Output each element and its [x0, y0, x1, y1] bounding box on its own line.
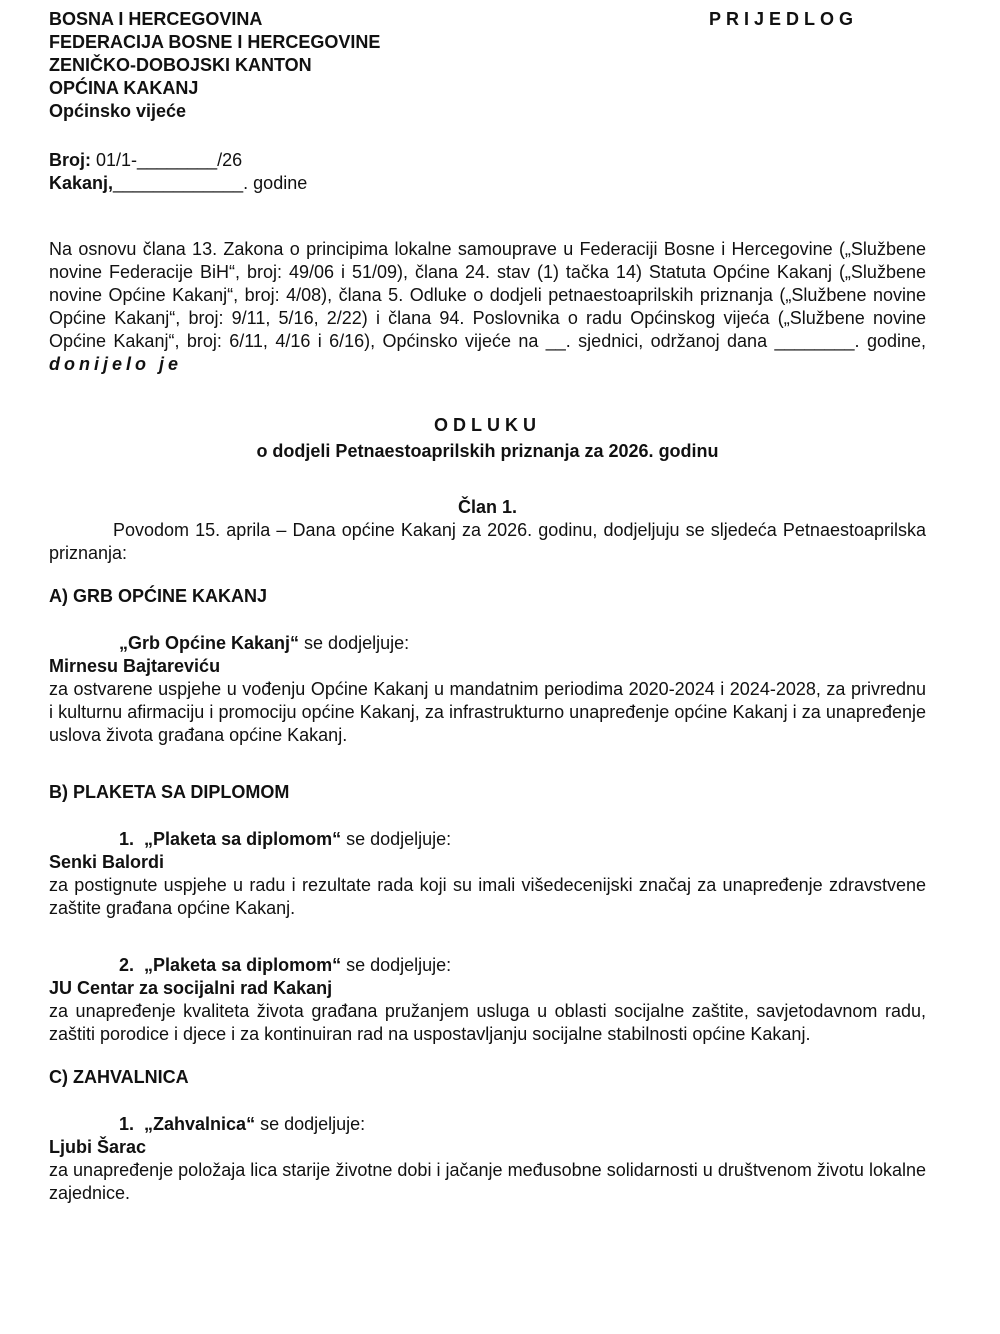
award-intro — [49, 828, 926, 851]
award-title: „Grb Općine Kakanj“ — [119, 633, 300, 653]
kakanj-value: _____________. godine — [113, 173, 308, 193]
section-c-heading: C) ZAHVALNICA — [49, 1067, 189, 1087]
header-country: BOSNA I HERCEGOVINA — [49, 9, 263, 29]
decision-title: ODLUKU — [434, 415, 541, 435]
award-number: 2. — [119, 955, 135, 975]
header-federation: FEDERACIJA BOSNE I HERCEGOVINE — [49, 32, 381, 52]
award-suffix: se dodjeljuje: — [299, 633, 410, 653]
award-number: 1. — [119, 1114, 135, 1134]
broj-value: 01/1-________/26 — [91, 150, 243, 170]
award-intro — [49, 954, 926, 977]
decision-subtitle: o dodjeli Petnaestoaprilskih priznanja za 2026. godinu — [256, 441, 719, 461]
award-reason: za unapređenje kvaliteta života građana pružanjem usluga u oblasti socijalne zaštite, savjetodavnom radu, zaštiti porodice i djece i za kontinuiran rad na uspostavljanju socijalne stabilnosti općine Kakanj. — [49, 1001, 926, 1044]
section-b-heading: B) PLAKETA SA DIPLOMOM — [49, 782, 290, 802]
award-b2 — [49, 954, 926, 1046]
article-text: Povodom 15. aprila – Dana općine Kakanj za 2026. godinu, dodjeljuju se sljedeća Petnaestoaprilska priznanja: — [49, 520, 926, 563]
header-canton: ZENIČKO-DOBOJSKI KANTON — [49, 55, 312, 75]
award-intro — [49, 1113, 926, 1136]
award-title: „Plaketa sa diplomom“ — [144, 955, 342, 975]
award-recipient: Senki Balordi — [49, 852, 165, 872]
kakanj-line — [49, 172, 926, 195]
award-reason: za ostvarene uspjehe u vođenju Općine Kakanj u mandatnim periodima 2020-2024 i 2024-2028, za privrednu i kulturnu afirmaciju i promociju općine Kakanj, za infrastrukturno unapređenje općine Kakanj i za unapređenje uslova života građana općine Kakanj. — [49, 679, 926, 745]
award-suffix: se dodjeljuje: — [341, 955, 452, 975]
award-reason: za postignute uspjehe u radu i rezultate rada koji su imali višedecenijski značaj za unapređenje zdravstvene zaštite građana općine Kakanj. — [49, 875, 926, 918]
broj-line — [49, 149, 926, 172]
award-intro — [49, 632, 926, 655]
award-b1 — [49, 828, 926, 920]
decision-title-block — [49, 414, 926, 463]
preamble-emphasis: donijelo je — [49, 354, 183, 374]
preamble-text: Na osnovu člana 13. Zakona o principima lokalne samouprave u Federaciji Bosne i Hercegovine („Službene novine Federacije BiH“, broj: 49/06 i 51/09), člana 24. stav (1) tačka 14) Statuta Općine Kakanj („Službene novine Općine Kakanj“, broj: 4/08), člana 5. Odluke o dodjeli petnaestoaprilskih priznanja („Službene novine Općine Kakanj“, broj: 9/11, 5/16, 2/22) i člana 94. Poslovnika o radu Općinskog vijeća („Službene novine Općine Kakanj“, broj: 6/11, 4/16 i 6/16), Općinsko vijeće na __. sjednici, održanoj dana ________. godine, — [49, 239, 926, 351]
award-a — [49, 632, 926, 747]
document-page — [49, 8, 926, 1205]
broj-label: Broj: — [49, 150, 91, 170]
header-municipality: OPĆINA KAKANJ — [49, 78, 199, 98]
award-title: „Zahvalnica“ — [144, 1114, 256, 1134]
award-reason: za unapređenje položaja lica starije životne dobi i jačanje međusobne solidarnosti u društvenom životu lokalne zajednice. — [49, 1160, 926, 1203]
award-recipient: JU Centar za socijalni rad Kakanj — [49, 978, 333, 998]
award-number: 1. — [119, 829, 135, 849]
document-meta — [49, 149, 926, 195]
award-c1 — [49, 1113, 926, 1205]
kakanj-label: Kakanj, — [49, 173, 114, 193]
award-recipient: Mirnesu Bajtareviću — [49, 656, 221, 676]
article-heading: Član 1. — [457, 497, 518, 517]
section-a-heading: A) GRB OPĆINE KAKANJ — [49, 586, 268, 606]
award-title: „Plaketa sa diplomom“ — [144, 829, 342, 849]
award-suffix: se dodjeljuje: — [341, 829, 452, 849]
award-recipient: Ljubi Šarac — [49, 1137, 147, 1157]
preamble-paragraph — [49, 238, 926, 376]
header-council: Općinsko vijeće — [49, 101, 187, 121]
document-header — [49, 8, 926, 123]
award-suffix: se dodjeljuje: — [255, 1114, 366, 1134]
proposal-mark: PRIJEDLOG — [708, 9, 858, 29]
